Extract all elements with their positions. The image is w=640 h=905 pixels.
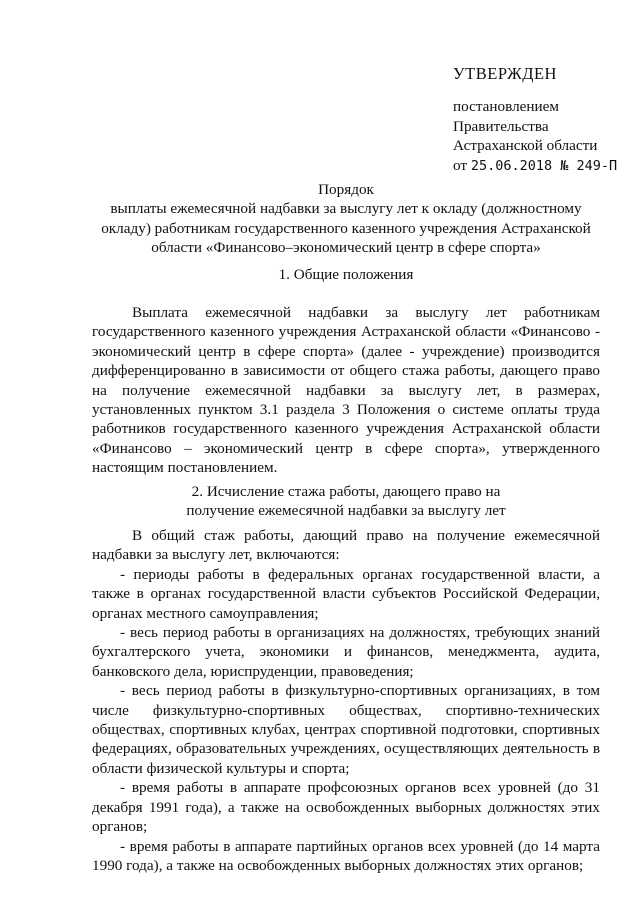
approval-line-1: постановлением: [453, 98, 560, 116]
section-2-body: [92, 526, 600, 875]
document-title: [92, 180, 600, 258]
list-item: - время работы в аппарате профсоюзных органов всех уровней (до 31 декабря 1991 года), а также на освобожденных выборных должностях этих органов;: [92, 779, 600, 836]
section-1-paragraph: Выплата ежемесячной надбавки за выслугу лет работникам государственного казенного учреждения Астраханской области «Финансово - экономический центр в сфере спорта» (далее - учреждение) производится дифференцированно в зависимости от общего стажа работы, дающего право на получение ежемесячной надбавки за выслугу лет, в размерах, установленных пунктом 3.1 раздела 3 Положения о системе оплаты труда работников государственного казенного учреждения Астраханской области «Финансово – экономический центр в сфере спорта», утвержденного настоящим постановлением.: [92, 304, 600, 477]
approval-date-prefix: от: [453, 156, 468, 174]
list-item: - периоды работы в федеральных органах государственной власти, а также в органах государственной власти субъектов Российской Федерации, органах местного самоуправления;: [92, 565, 600, 622]
approval-date-line: [453, 156, 633, 176]
section-2-heading-line-1: 2. Исчисление стажа работы, дающего право на: [191, 483, 501, 500]
section-1-body: [92, 303, 600, 478]
section-2-heading-line-2: получение ежемесячной надбавки за выслугу лет: [186, 502, 506, 520]
section-2-intro: В общий стаж работы, дающий право на получение ежемесячной надбавки за выслугу лет, включаются:: [92, 527, 600, 564]
title-line-2: окладу) работникам государственного казенного учреждения Астраханской: [101, 219, 591, 237]
approval-heading: УТВЕРЖДЕН: [453, 64, 557, 83]
approval-line-3: Астраханской области: [453, 137, 598, 155]
title-word: Порядок: [318, 181, 374, 198]
approval-date-value: 25.06.2018 № 249-П: [470, 157, 618, 174]
section-2-heading: [92, 482, 600, 521]
list-item: - весь период работы в физкультурно-спортивных организациях, в том числе физкультурно-спортивных обществах, спортивно-технических обществах, спортивных клубах, центрах спортивной подготовки, спортивных федерациях, образовательных учреждениях, осуществляющих деятельность в области физической культуры и спорта;: [92, 682, 600, 777]
title-line-1: выплаты ежемесячной надбавки за выслугу лет к окладу (должностному: [110, 200, 582, 218]
section-1-heading: 1. Общие положения: [278, 266, 414, 283]
title-line-3: области «Финансово–экономический центр в сфере спорта»: [151, 239, 541, 257]
list-item: - время работы в аппарате партийных органов всех уровней (до 14 марта 1990 года), а также на освобожденных выборных должностях этих органов;: [92, 837, 600, 874]
list-item: - весь период работы в организациях на должностях, требующих знаний бухгалтерского учета, экономики и финансов, менеджмента, аудита, банковского дела, юриспруденции, правоведения;: [92, 624, 600, 680]
approval-line-2: Правительства: [453, 117, 549, 135]
approval-stamp: [453, 64, 633, 176]
